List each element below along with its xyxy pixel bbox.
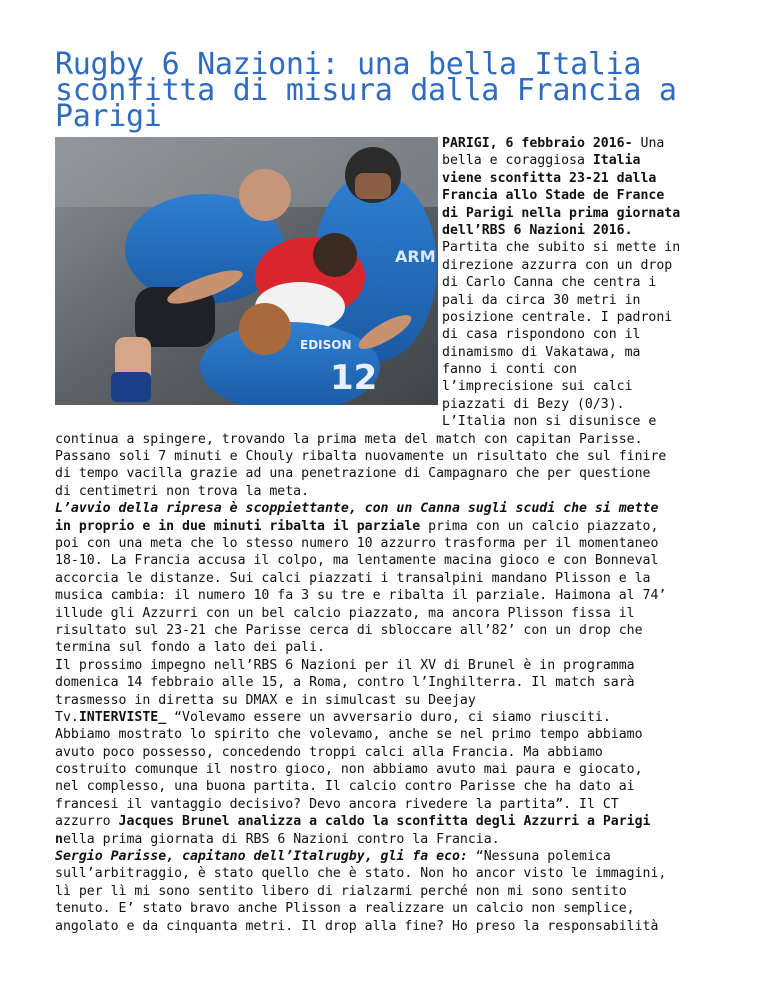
body-text-segment: Il prossimo impegno nell’RBS 6 Nazioni per il XV di Brunel è in programma	[55, 657, 635, 673]
body-line	[55, 761, 680, 778]
body-line	[55, 361, 680, 378]
body-line	[55, 535, 680, 552]
title-line: Parigi	[55, 99, 162, 134]
body-text-segment: di casa rispondono con il	[442, 327, 641, 343]
body-text-segment: fanno i conti con	[442, 362, 577, 378]
body-text-segment: sull’arbitraggio, è stato quello che è stato. Non ho ancor visto le immagini,	[55, 866, 667, 882]
svg-text:EDISON: EDISON	[300, 338, 352, 352]
body-line	[55, 500, 680, 517]
body-text-segment: “Nessuna polemica	[467, 849, 611, 865]
body-text-segment: dinamismo di Vakatawa, ma	[442, 344, 641, 360]
body-line	[55, 692, 680, 709]
body-text-segment: domenica 14 febbraio alle 15, a Roma, contro l’Inghilterra. Il match sarà	[55, 675, 635, 691]
body-line	[55, 552, 680, 569]
body-text-segment: Una	[632, 136, 665, 151]
body-line	[55, 796, 680, 813]
body-text-segment: n	[55, 831, 63, 847]
body-line	[55, 918, 680, 935]
body-text-segment: di Carlo Canna che centra i	[442, 275, 657, 291]
title-line: sconfitta di misura dalla Francia a	[55, 73, 677, 108]
body-line	[55, 639, 680, 656]
body-text-segment: azzurro	[55, 814, 119, 830]
body-text-segment: ella prima giornata di RBS 6 Nazioni contro la Francia.	[62, 831, 500, 847]
body-text-segment: INTERVISTE_	[78, 709, 167, 725]
body-text-segment: avuto poco possesso, concedendo troppi calci alla Francia. Ma abbiamo	[55, 744, 603, 760]
body-text-segment: piazzati di Bezy (0/3).	[442, 396, 625, 412]
body-text-segment: lì per lì mi sono sentito libero di rialzarmi perché non mi sono sentito	[55, 883, 627, 899]
body-text-segment: Jacques Brunel analizza a caldo la sconfitta degli Azzurri a Parigi	[118, 814, 651, 830]
body-text-segment: di centimetri non trova la meta.	[55, 483, 310, 499]
body-line	[55, 448, 680, 465]
title-line: Rugby 6 Nazioni: una bella Italia	[55, 47, 642, 82]
body-text-segment: viene sconfitta 23-21 dalla	[442, 170, 657, 186]
body-text-segment: poi con una meta che lo stesso numero 10 azzurro trasforma per il momentaneo	[55, 535, 659, 551]
body-line	[55, 170, 680, 187]
body-line	[55, 239, 680, 256]
body-line	[55, 309, 680, 326]
body-text-segment: prima con un calcio piazzato,	[420, 518, 659, 534]
body-text-segment: termina sul fondo a lato dei pali.	[55, 640, 325, 656]
body-line	[55, 292, 680, 309]
body-text-segment: Francia allo Stade de France	[442, 188, 665, 204]
body-line	[55, 396, 680, 413]
body-text-segment: di Parigi nella prima giornata	[442, 205, 681, 221]
body-line	[55, 187, 680, 204]
body-text-segment: L’Italia non si disunisce e	[442, 414, 657, 430]
body-text-segment: angolato e da cinquanta metri. Il drop alla fine? Ho preso la responsabilità	[55, 918, 659, 934]
body-text-segment: trasmesso in diretta su DMAX e in simulcast su Deejay	[55, 692, 476, 708]
body-line	[55, 465, 680, 482]
body-line	[55, 257, 680, 274]
body-text-segment: risultato sul 23-21 che Parisse cerca di sbloccare all’82’ con un drop che	[55, 622, 643, 638]
body-line	[55, 778, 680, 795]
body-text-segment: dell’RBS 6 Nazioni 2016.	[442, 222, 633, 238]
body-line	[55, 900, 680, 917]
body-text-segment: musica cambia: il numero 10 fa 3 su tre e ribalta il parziale. Haimona al 74’	[55, 588, 667, 604]
body-text-segment: in proprio e in due minuti ribalta il parziale	[55, 518, 421, 534]
body-text-segment: di tempo vacilla grazie ad una penetrazione di Campagnaro che per questione	[55, 466, 651, 482]
body-line	[55, 813, 680, 830]
body-line	[55, 413, 680, 430]
svg-text:12: 12	[330, 358, 378, 398]
body-text-segment: francesi il vantaggio decisivo? Devo ancora rivedere la partita”. Il CT	[55, 796, 619, 812]
body-text-segment: continua a spingere, trovando la prima meta del match con capitan Parisse.	[55, 431, 643, 447]
body-text-segment: nel complesso, una buona partita. Il calcio contro Parisse che ha dato ai	[55, 779, 635, 795]
body-line	[55, 152, 680, 169]
body-line	[55, 274, 680, 291]
body-text-segment: Italia	[592, 153, 641, 169]
body-text-segment: bella e coraggiosa	[442, 153, 593, 169]
body-line	[55, 605, 680, 622]
body-line	[55, 326, 680, 343]
body-line	[55, 831, 680, 848]
body-text-segment: Partita che subito si mette in	[442, 240, 681, 256]
body-text-segment: costruito comunque il nostro gioco, non abbiamo avuto mai paura e giocato,	[55, 762, 643, 778]
body-text-segment: illude gli Azzurri con un bel calcio piazzato, ma ancora Plisson fissa il	[55, 605, 635, 621]
body-line	[55, 744, 680, 761]
body-text-segment: Tv.	[55, 709, 79, 725]
body-text-segment: Abbiamo mostrato lo spirito che volevamo, anche se nel primo tempo abbiamo	[55, 727, 643, 743]
body-text-segment: L’avvio della ripresa è scoppiettante, con un Canna sugli scudi che si mette	[55, 501, 659, 517]
body-line	[55, 518, 680, 535]
svg-text:ARM: ARM	[395, 247, 436, 266]
body-text-segment: “Volevamo essere un avversario duro, ci siamo riusciti.	[166, 709, 611, 725]
body-text-segment: l’imprecisione sui calci	[442, 379, 633, 395]
body-text-segment: Passano soli 7 minuti e Chouly ribalta nuovamente un risultato che sul finire	[55, 449, 667, 465]
body-text-segment: PARIGI, 6 febbraio 2016-	[442, 136, 633, 151]
body-line	[55, 570, 680, 587]
body-line	[55, 657, 680, 674]
body-line	[55, 205, 680, 222]
body-line	[55, 135, 680, 152]
article-title	[55, 47, 735, 134]
body-line	[55, 587, 680, 604]
article-body	[55, 135, 680, 935]
body-line	[55, 674, 680, 691]
body-line	[55, 865, 680, 882]
body-text-segment: Sergio Parisse, capitano dell’Italrugby, gli fa eco:	[55, 849, 468, 865]
body-text-segment: pali da circa 30 metri in	[442, 292, 641, 308]
body-line	[55, 848, 680, 865]
body-line	[55, 622, 680, 639]
body-text-segment: accorcia le distanze. Sui calci piazzati i transalpini mandano Plisson e la	[55, 570, 651, 586]
body-line	[55, 431, 680, 448]
body-line	[55, 222, 680, 239]
body-text-segment: tenuto. E’ stato bravo anche Plisson a realizzare un calcio non semplice,	[55, 901, 635, 917]
body-text-segment: posizione centrale. I padroni	[442, 309, 673, 325]
body-line	[55, 483, 680, 500]
body-text-segment: direzione azzurra con un drop	[442, 257, 673, 273]
body-line	[55, 709, 680, 726]
body-line	[55, 726, 680, 743]
body-line	[55, 344, 680, 361]
body-line	[55, 883, 680, 900]
body-text-segment: 18-10. La Francia accusa il colpo, ma lentamente macina gioco e con Bonneval	[55, 553, 659, 569]
body-line	[55, 378, 680, 395]
